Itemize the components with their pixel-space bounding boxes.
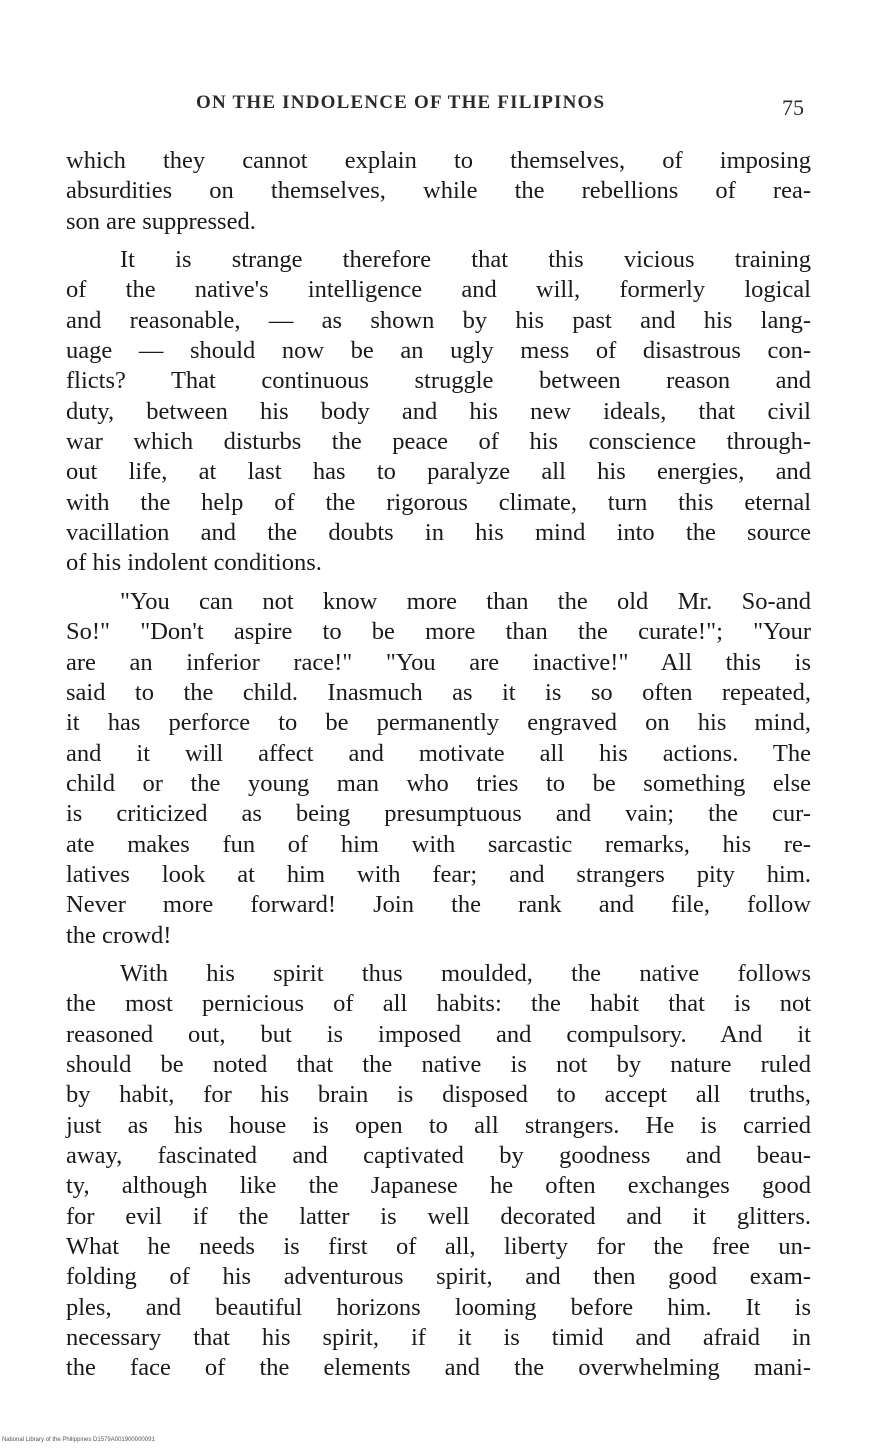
text-line: So!" "Don't aspire to be more than the curate!"; "Your bbox=[66, 618, 811, 646]
text-line: by habit, for his brain is disposed to accept all truths, bbox=[66, 1081, 811, 1109]
text-line: absurdities on themselves, while the rebellions of rea- bbox=[66, 177, 811, 205]
text-line: ples, and beautiful horizons looming before him. It is bbox=[66, 1293, 811, 1321]
text-line: uage — should now be an ugly mess of disastrous con- bbox=[66, 337, 811, 365]
text-line: said to the child. Inasmuch as it is so often repeated, bbox=[66, 678, 811, 706]
text-line: the crowd! bbox=[66, 921, 172, 949]
text-line: child or the young man who tries to be something else bbox=[66, 769, 811, 797]
text-line: just as his house is open to all strangers. He is carried bbox=[66, 1111, 811, 1139]
text-line: war which disturbs the peace of his conscience through- bbox=[66, 428, 811, 456]
text-line: it has perforce to be permanently engraved on his mind, bbox=[66, 709, 811, 737]
text-line: which they cannot explain to themselves, of imposing bbox=[66, 147, 811, 174]
text-line: folding of his adventurous spirit, and then good exam- bbox=[66, 1263, 811, 1291]
page-number: 75 bbox=[782, 95, 804, 120]
text-line: son are suppressed. bbox=[66, 207, 256, 235]
scan-source-footer: National Library of the Philippines D1579A001900000091 bbox=[2, 1437, 155, 1443]
body-text bbox=[66, 146, 811, 1384]
text-line: the most pernicious of all habits: the habit that is not bbox=[66, 990, 811, 1018]
text-line: and it will affect and motivate all his actions. The bbox=[66, 739, 811, 767]
text-line: What he needs is first of all, liberty for the free un- bbox=[66, 1233, 811, 1261]
text-line: of his indolent conditions. bbox=[66, 549, 322, 577]
text-line: ty, although like the Japanese he often exchanges good bbox=[66, 1172, 811, 1200]
text-line: Never more forward! Join the rank and file, follow bbox=[66, 891, 811, 919]
text-line: out life, at last has to paralyze all his energies, and bbox=[66, 458, 811, 486]
text-line: should be noted that the native is not by nature ruled bbox=[66, 1050, 811, 1078]
text-line: are an inferior race!" "You are inactive!" All this is bbox=[66, 648, 811, 676]
text-line: It is strange therefore that this vicious training bbox=[120, 246, 811, 274]
text-line: of the native's intelligence and will, formerly logical bbox=[66, 276, 811, 304]
text-line: the face of the elements and the overwhelming mani- bbox=[66, 1354, 811, 1382]
text-line: vacillation and the doubts in his mind into the source bbox=[66, 519, 811, 547]
text-line: reasoned out, but is imposed and compulsory. And it bbox=[66, 1020, 811, 1048]
text-line: with the help of the rigorous climate, turn this eternal bbox=[66, 488, 811, 516]
text-line: With his spirit thus moulded, the native follows bbox=[120, 959, 811, 987]
text-line: ate makes fun of him with sarcastic remarks, his re- bbox=[66, 830, 811, 858]
text-line: away, fascinated and captivated by goodness and beau- bbox=[66, 1142, 811, 1169]
text-line: duty, between his body and his new ideals, that civil bbox=[66, 397, 811, 425]
text-line: "You can not know more than the old Mr. So-and bbox=[120, 587, 811, 615]
text-line: latives look at him with fear; and strangers pity him. bbox=[66, 860, 811, 888]
text-line: for evil if the latter is well decorated and it glitters. bbox=[66, 1202, 811, 1230]
text-line: and reasonable, — as shown by his past and his lang- bbox=[66, 306, 811, 334]
text-line: flicts? That continuous struggle between reason and bbox=[66, 367, 811, 395]
text-line: necessary that his spirit, if it is timid and afraid in bbox=[66, 1324, 811, 1352]
running-title: ON THE INDOLENCE OF THE FILIPINOS bbox=[196, 92, 606, 113]
text-line: is criticized as being presumptuous and vain; the cur- bbox=[66, 800, 811, 828]
